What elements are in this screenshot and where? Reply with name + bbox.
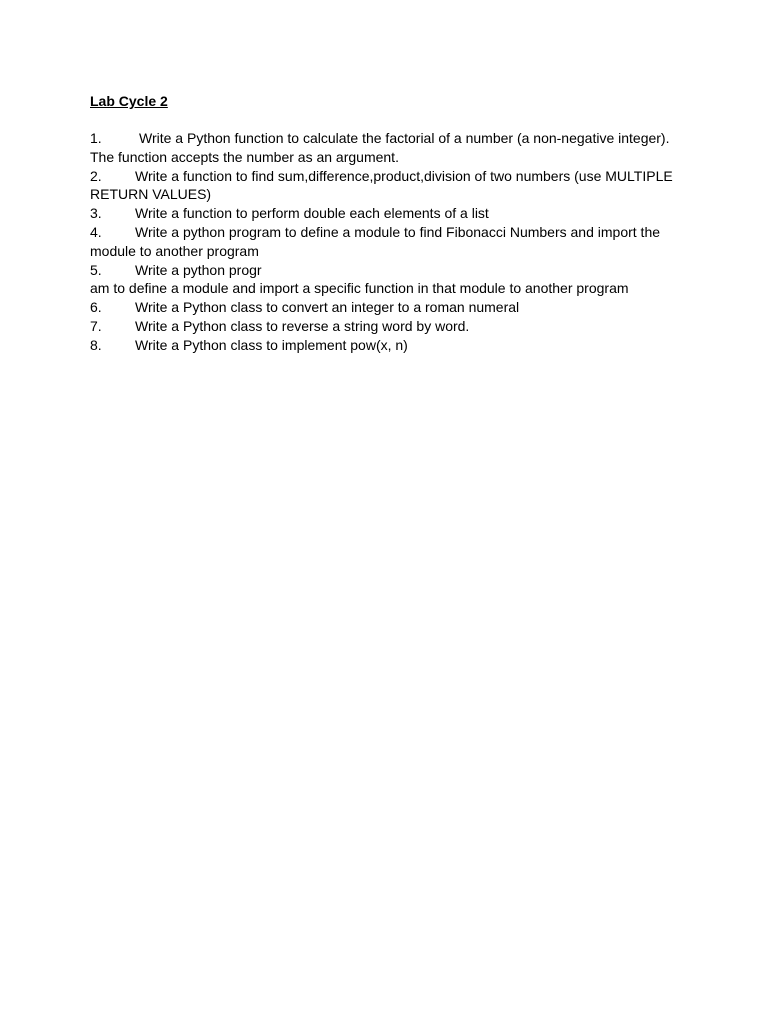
list-number: 7. — [90, 317, 102, 334]
list-text: RETURN VALUES) — [90, 186, 212, 203]
list-text: The function accepts the number as an argument. — [90, 148, 399, 165]
list-text: am to define a module and import a specific function in that module to another program — [90, 280, 629, 297]
list-item-1 — [90, 129, 690, 148]
list-text: Write a Python class to implement pow(x, n) — [135, 336, 408, 353]
list-item-7 — [90, 317, 690, 336]
list-text: Write a python program to define a module to find Fibonacci Numbers and import the — [135, 223, 661, 240]
list-item-8 — [90, 336, 690, 355]
list-item-5-continuation — [90, 279, 690, 298]
document-content — [90, 91, 690, 355]
list-item-4-continuation — [90, 242, 690, 261]
list-item-1-continuation — [90, 148, 690, 167]
list-number: 2. — [90, 167, 102, 184]
document-title: Lab Cycle 2 — [90, 93, 168, 109]
list-text: Write a function to perform double each elements of a list — [135, 205, 489, 222]
list-text: Write a Python class to reverse a string word by word. — [135, 317, 470, 334]
list-text: Write a python progr — [135, 261, 262, 278]
list-number: 3. — [90, 205, 102, 222]
list-number: 5. — [90, 261, 102, 278]
list-number: 6. — [90, 299, 102, 316]
list-text: Write a Python class to convert an integer to a roman numeral — [135, 299, 520, 316]
list-item-6 — [90, 298, 690, 317]
list-text: Write a Python function to calculate the factorial of a number (a non-negative integer). — [139, 130, 670, 146]
list-text: Write a function to find sum,difference,product,division of two numbers (use MULTIPLE — [135, 167, 673, 184]
list-number: 8. — [90, 336, 102, 353]
list-item-5 — [90, 261, 690, 280]
list-item-4 — [90, 223, 690, 242]
list-number: 4. — [90, 223, 102, 240]
list-text: module to another program — [90, 242, 259, 259]
list-item-2-continuation — [90, 185, 690, 204]
list-item-2 — [90, 167, 690, 186]
list-number: 1. — [90, 130, 102, 146]
list-item-3 — [90, 204, 690, 223]
